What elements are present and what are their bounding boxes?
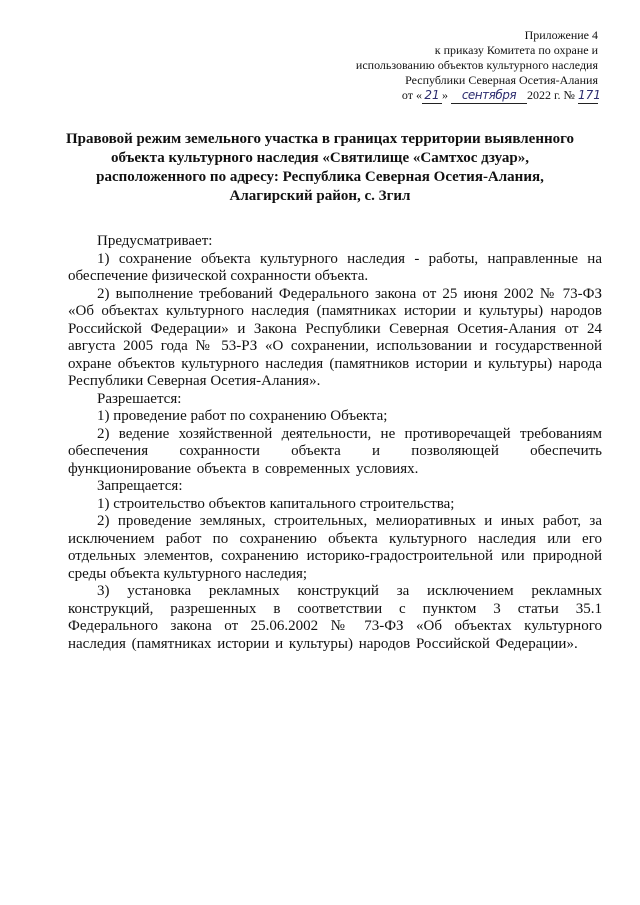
title-line-2: объекта культурного наследия «Святилище «Самтхос дзуар»,	[110, 150, 530, 166]
appendix-line-3: использованию объектов культурного наследия	[355, 58, 598, 72]
prohibited-item: 3) установка рекламных конструкций за исключением рекламных конструкций, разрешенных в соответствии с пунктом 3 статьи 35.1 Федерального закона от 25.06.2002 № 73-ФЗ «Об объектах культурного наследия (памятниках истории и культуры) народов Российской Федерации».	[68, 583, 602, 652]
title-line-1: Правовой режим земельного участка в границах территории выявленного	[65, 131, 575, 147]
provides-heading: Предусматривает:	[97, 233, 213, 249]
title-line-4: Алагирский район, с. Згил	[229, 188, 411, 204]
allowed-item: 2) ведение хозяйственной деятельности, не противоречащей требованиям обеспечения сохранности объекта и позволяющей обеспечить функционирование объекта в современных условиях.	[68, 425, 602, 477]
date-prefix: от «	[401, 88, 422, 102]
allowed-item: 1) проведение работ по сохранению Объекта;	[97, 408, 388, 424]
appendix-line-1: Приложение 4	[524, 28, 598, 42]
appendix-line-4: Республики Северная Осетия-Алания	[405, 73, 598, 87]
prohibited-item: 2) проведение земляных, строительных, мелиоративных и иных работ, за исключением работ по сохранению объекта культурного наследия или его отдельных элементов, сохранению историко-градостроительной или природной среды объекта культурного наследия;	[68, 513, 602, 582]
appendix-line-2: к приказу Комитета по охране и	[434, 43, 598, 57]
title-line-3: расположенного по адресу: Республика Северная Осетия-Алания,	[96, 169, 544, 185]
appendix-header	[298, 28, 601, 104]
handwritten-month: сентября	[451, 88, 527, 104]
provides-item: 1) сохранение объекта культурного наследия - работы, направленные на обеспечение физической сохранности объекта.	[68, 250, 602, 284]
allowed-heading: Разрешается:	[97, 390, 182, 407]
document-body	[68, 233, 602, 653]
document-title	[56, 130, 584, 206]
appendix-date-line	[298, 88, 601, 104]
handwritten-order-number: 171	[578, 88, 601, 102]
handwritten-day: 21	[422, 88, 442, 104]
prohibited-heading: Запрещается:	[97, 478, 183, 494]
prohibited-item: 1) строительство объектов капитального строительства;	[97, 495, 455, 512]
date-middle: »	[441, 88, 448, 102]
date-year: 2022 г. №	[526, 88, 575, 102]
provides-item: 2) выполнение требований Федерального закона от 25 июня 2002 № 73-ФЗ «Об объектах культурного наследия (памятниках истории и культуры) народов Российской Федерации» и Закона Республики Северная Осетия-Алания от 24 августа 2005 года № 53-РЗ «О сохранении, использовании и государственной охране объектов культурного наследия (памятников истории и культуры) народа Республики Северная Осетия-Алания».	[68, 285, 602, 389]
